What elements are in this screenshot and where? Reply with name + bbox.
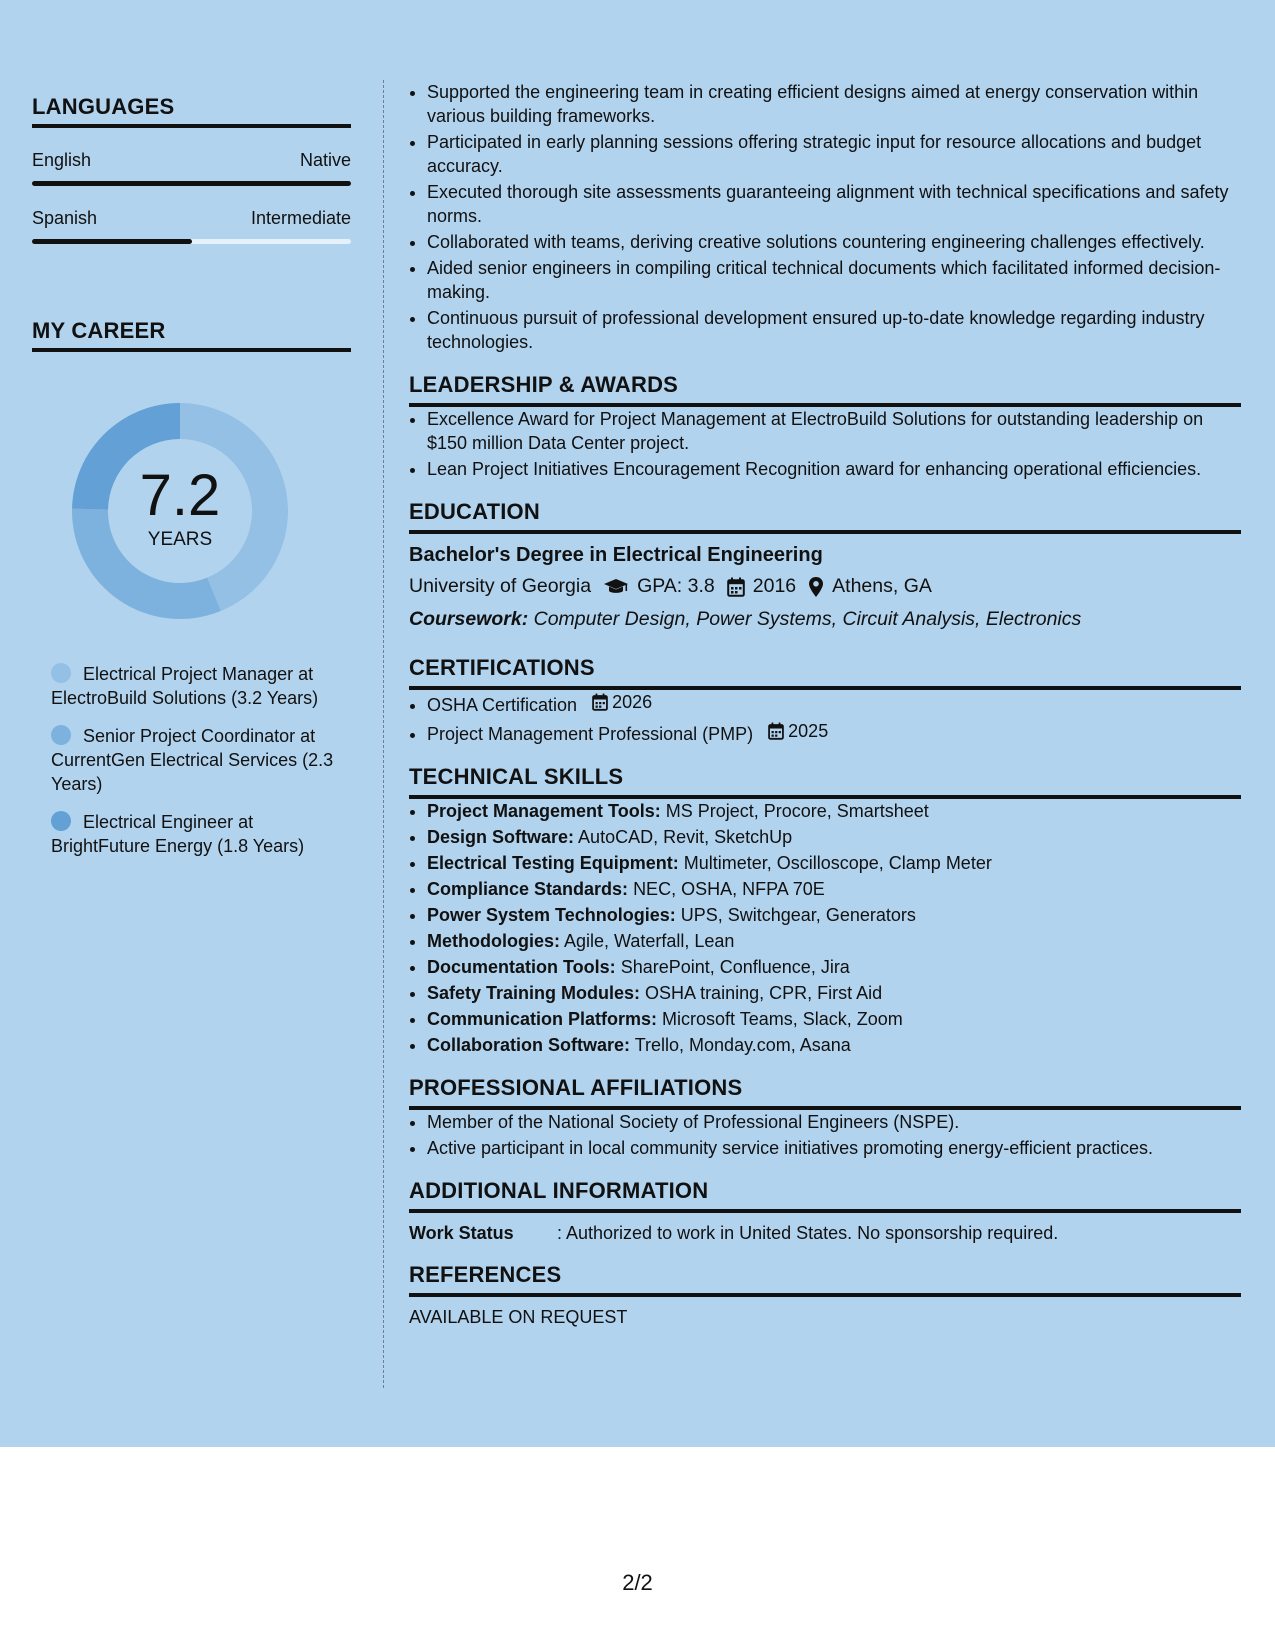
career-donut-chart bbox=[65, 396, 295, 626]
leadership-heading: LEADERSHIP & AWARDS bbox=[409, 372, 1241, 407]
experience-bullets bbox=[409, 80, 1241, 354]
language-bar-fill bbox=[32, 181, 351, 186]
language-bar bbox=[32, 181, 351, 186]
career-heading: MY CAREER bbox=[32, 318, 351, 352]
leadership-item: • Lean Project Initiatives Encouragement Recognition award for enhancing operational efficiencies. bbox=[427, 457, 1241, 481]
skill-label: Communication Platforms: bbox=[427, 1009, 658, 1029]
certification-year: 2026 bbox=[612, 692, 653, 712]
skill-label: Compliance Standards: bbox=[427, 879, 629, 899]
education-gpa: GPA: 3.8 bbox=[637, 575, 715, 597]
legend-dot bbox=[51, 811, 71, 831]
skill-item bbox=[427, 929, 1241, 953]
leadership-list bbox=[409, 407, 1241, 481]
experience-bullet: • Collaborated with teams, deriving creative solutions countering engineering challenges effectively. bbox=[427, 230, 1241, 254]
skill-value: UPS, Switchgear, Generators bbox=[680, 905, 916, 925]
experience-bullet: • Supported the engineering team in creating efficient designs aimed at energy conservation within various building frameworks. bbox=[427, 80, 1241, 128]
work-status-row bbox=[409, 1223, 1241, 1244]
calendar-icon bbox=[768, 722, 784, 740]
affiliation-item: • Member of the National Society of Professional Engineers (NSPE). bbox=[427, 1110, 1241, 1134]
skill-value: Trello, Monday.com, Asana bbox=[634, 1035, 851, 1055]
languages-heading: LANGUAGES bbox=[32, 94, 351, 128]
career-role-label: Electrical Engineer at BrightFuture Energy (1.8 Years) bbox=[51, 812, 305, 856]
graduation-cap-icon bbox=[603, 578, 629, 596]
education-year: 2016 bbox=[752, 575, 797, 597]
career-legend bbox=[51, 662, 341, 858]
coursework-label: Coursework: bbox=[409, 608, 529, 630]
language-name: Spanish bbox=[32, 208, 98, 228]
certification-year: 2025 bbox=[788, 721, 829, 741]
references-text: AVAILABLE ON REQUEST bbox=[409, 1307, 628, 1327]
skill-value: AutoCAD, Revit, SketchUp bbox=[578, 827, 793, 847]
experience-bullet: • Continuous pursuit of professional development ensured up-to-date knowledge regarding industry technologies. bbox=[427, 306, 1241, 354]
career-legend-item bbox=[51, 662, 341, 710]
left-column bbox=[32, 94, 351, 872]
language-level: Native bbox=[299, 150, 351, 170]
legend-dot bbox=[51, 725, 71, 745]
career-role-label: Senior Project Coordinator at CurrentGen Electrical Services (2.3 Years) bbox=[51, 726, 334, 794]
skill-label: Power System Technologies: bbox=[427, 905, 676, 925]
career-legend-item bbox=[51, 810, 341, 858]
work-status-label: Work Status bbox=[409, 1223, 514, 1243]
skill-value: MS Project, Procore, Smartsheet bbox=[665, 801, 929, 821]
references-heading: REFERENCES bbox=[409, 1262, 1241, 1297]
certification-item bbox=[427, 719, 1241, 746]
skills-list bbox=[409, 799, 1241, 1057]
additional-info-heading: ADDITIONAL INFORMATION bbox=[409, 1178, 1241, 1213]
career-legend-item bbox=[51, 724, 341, 796]
skill-value: Multimeter, Oscilloscope, Clamp Meter bbox=[683, 853, 992, 873]
affiliations-list bbox=[409, 1110, 1241, 1160]
education-coursework bbox=[409, 608, 1241, 631]
skills-heading: TECHNICAL SKILLS bbox=[409, 764, 1241, 799]
certifications-heading: CERTIFICATIONS bbox=[409, 655, 1241, 690]
affiliation-item: • Active participant in local community service initiatives promoting energy-efficient practices. bbox=[427, 1136, 1241, 1160]
skill-label: Methodologies: bbox=[427, 931, 560, 951]
certifications-list bbox=[409, 690, 1241, 746]
language-level: Intermediate bbox=[250, 208, 351, 228]
career-total-unit: YEARS bbox=[147, 529, 213, 550]
coursework-value: Computer Design, Power Systems, Circuit Analysis, Electronics bbox=[533, 608, 1082, 630]
skill-value: Microsoft Teams, Slack, Zoom bbox=[662, 1009, 903, 1029]
skill-label: Electrical Testing Equipment: bbox=[427, 853, 679, 873]
education-heading: EDUCATION bbox=[409, 499, 1241, 534]
skill-label: Project Management Tools: bbox=[427, 801, 661, 821]
language-bar-fill bbox=[32, 239, 192, 244]
legend-dot bbox=[51, 663, 71, 683]
language-name: English bbox=[32, 150, 92, 170]
education-location: Athens, GA bbox=[832, 575, 932, 597]
experience-bullet: • Aided senior engineers in compiling critical technical documents which facilitated informed decision-making. bbox=[427, 256, 1241, 304]
right-column bbox=[409, 80, 1241, 1328]
column-divider bbox=[383, 80, 384, 1388]
skill-value: NEC, OSHA, NFPA 70E bbox=[633, 879, 825, 899]
page-number: 2/2 bbox=[622, 1570, 653, 1595]
calendar-icon bbox=[592, 693, 608, 711]
leadership-item: • Excellence Award for Project Management at ElectroBuild Solutions for outstanding leadership on $150 million Data Center project. bbox=[427, 407, 1241, 455]
language-item bbox=[32, 150, 351, 186]
career-total-years: 7.2 bbox=[139, 463, 221, 528]
career-role-label: Electrical Project Manager at ElectroBuild Solutions (3.2 Years) bbox=[51, 664, 319, 708]
skill-item bbox=[427, 1007, 1241, 1031]
map-pin-icon bbox=[808, 576, 824, 598]
certification-name: Project Management Professional (PMP) bbox=[427, 724, 754, 744]
experience-bullet: • Participated in early planning sessions offering strategic input for resource allocations and budget accuracy. bbox=[427, 130, 1241, 178]
skill-value: SharePoint, Confluence, Jira bbox=[620, 957, 850, 977]
education-school: University of Georgia bbox=[409, 575, 592, 597]
skill-item bbox=[427, 981, 1241, 1005]
skill-item bbox=[427, 877, 1241, 901]
skill-label: Documentation Tools: bbox=[427, 957, 616, 977]
experience-bullet: • Executed thorough site assessments guaranteeing alignment with technical specifications and safety norms. bbox=[427, 180, 1241, 228]
calendar-icon bbox=[727, 577, 745, 597]
education-degree: Bachelor's Degree in Electrical Engineering bbox=[409, 544, 823, 566]
education-details bbox=[409, 575, 1241, 598]
skill-label: Design Software: bbox=[427, 827, 575, 847]
skill-value: OSHA training, CPR, First Aid bbox=[645, 983, 883, 1003]
affiliations-heading: PROFESSIONAL AFFILIATIONS bbox=[409, 1075, 1241, 1110]
skill-item bbox=[427, 955, 1241, 979]
skill-item bbox=[427, 825, 1241, 849]
language-bar bbox=[32, 239, 351, 244]
skill-item bbox=[427, 799, 1241, 823]
skill-item bbox=[427, 851, 1241, 875]
language-item bbox=[32, 208, 351, 244]
skill-label: Safety Training Modules: bbox=[427, 983, 641, 1003]
skill-item bbox=[427, 903, 1241, 927]
certification-item bbox=[427, 690, 1241, 717]
skill-label: Collaboration Software: bbox=[427, 1035, 631, 1055]
skill-item bbox=[427, 1033, 1241, 1057]
work-status-value: : Authorized to work in United States. No sponsorship required. bbox=[557, 1223, 1059, 1243]
skill-value: Agile, Waterfall, Lean bbox=[564, 931, 735, 951]
certification-name: OSHA Certification bbox=[427, 695, 578, 715]
